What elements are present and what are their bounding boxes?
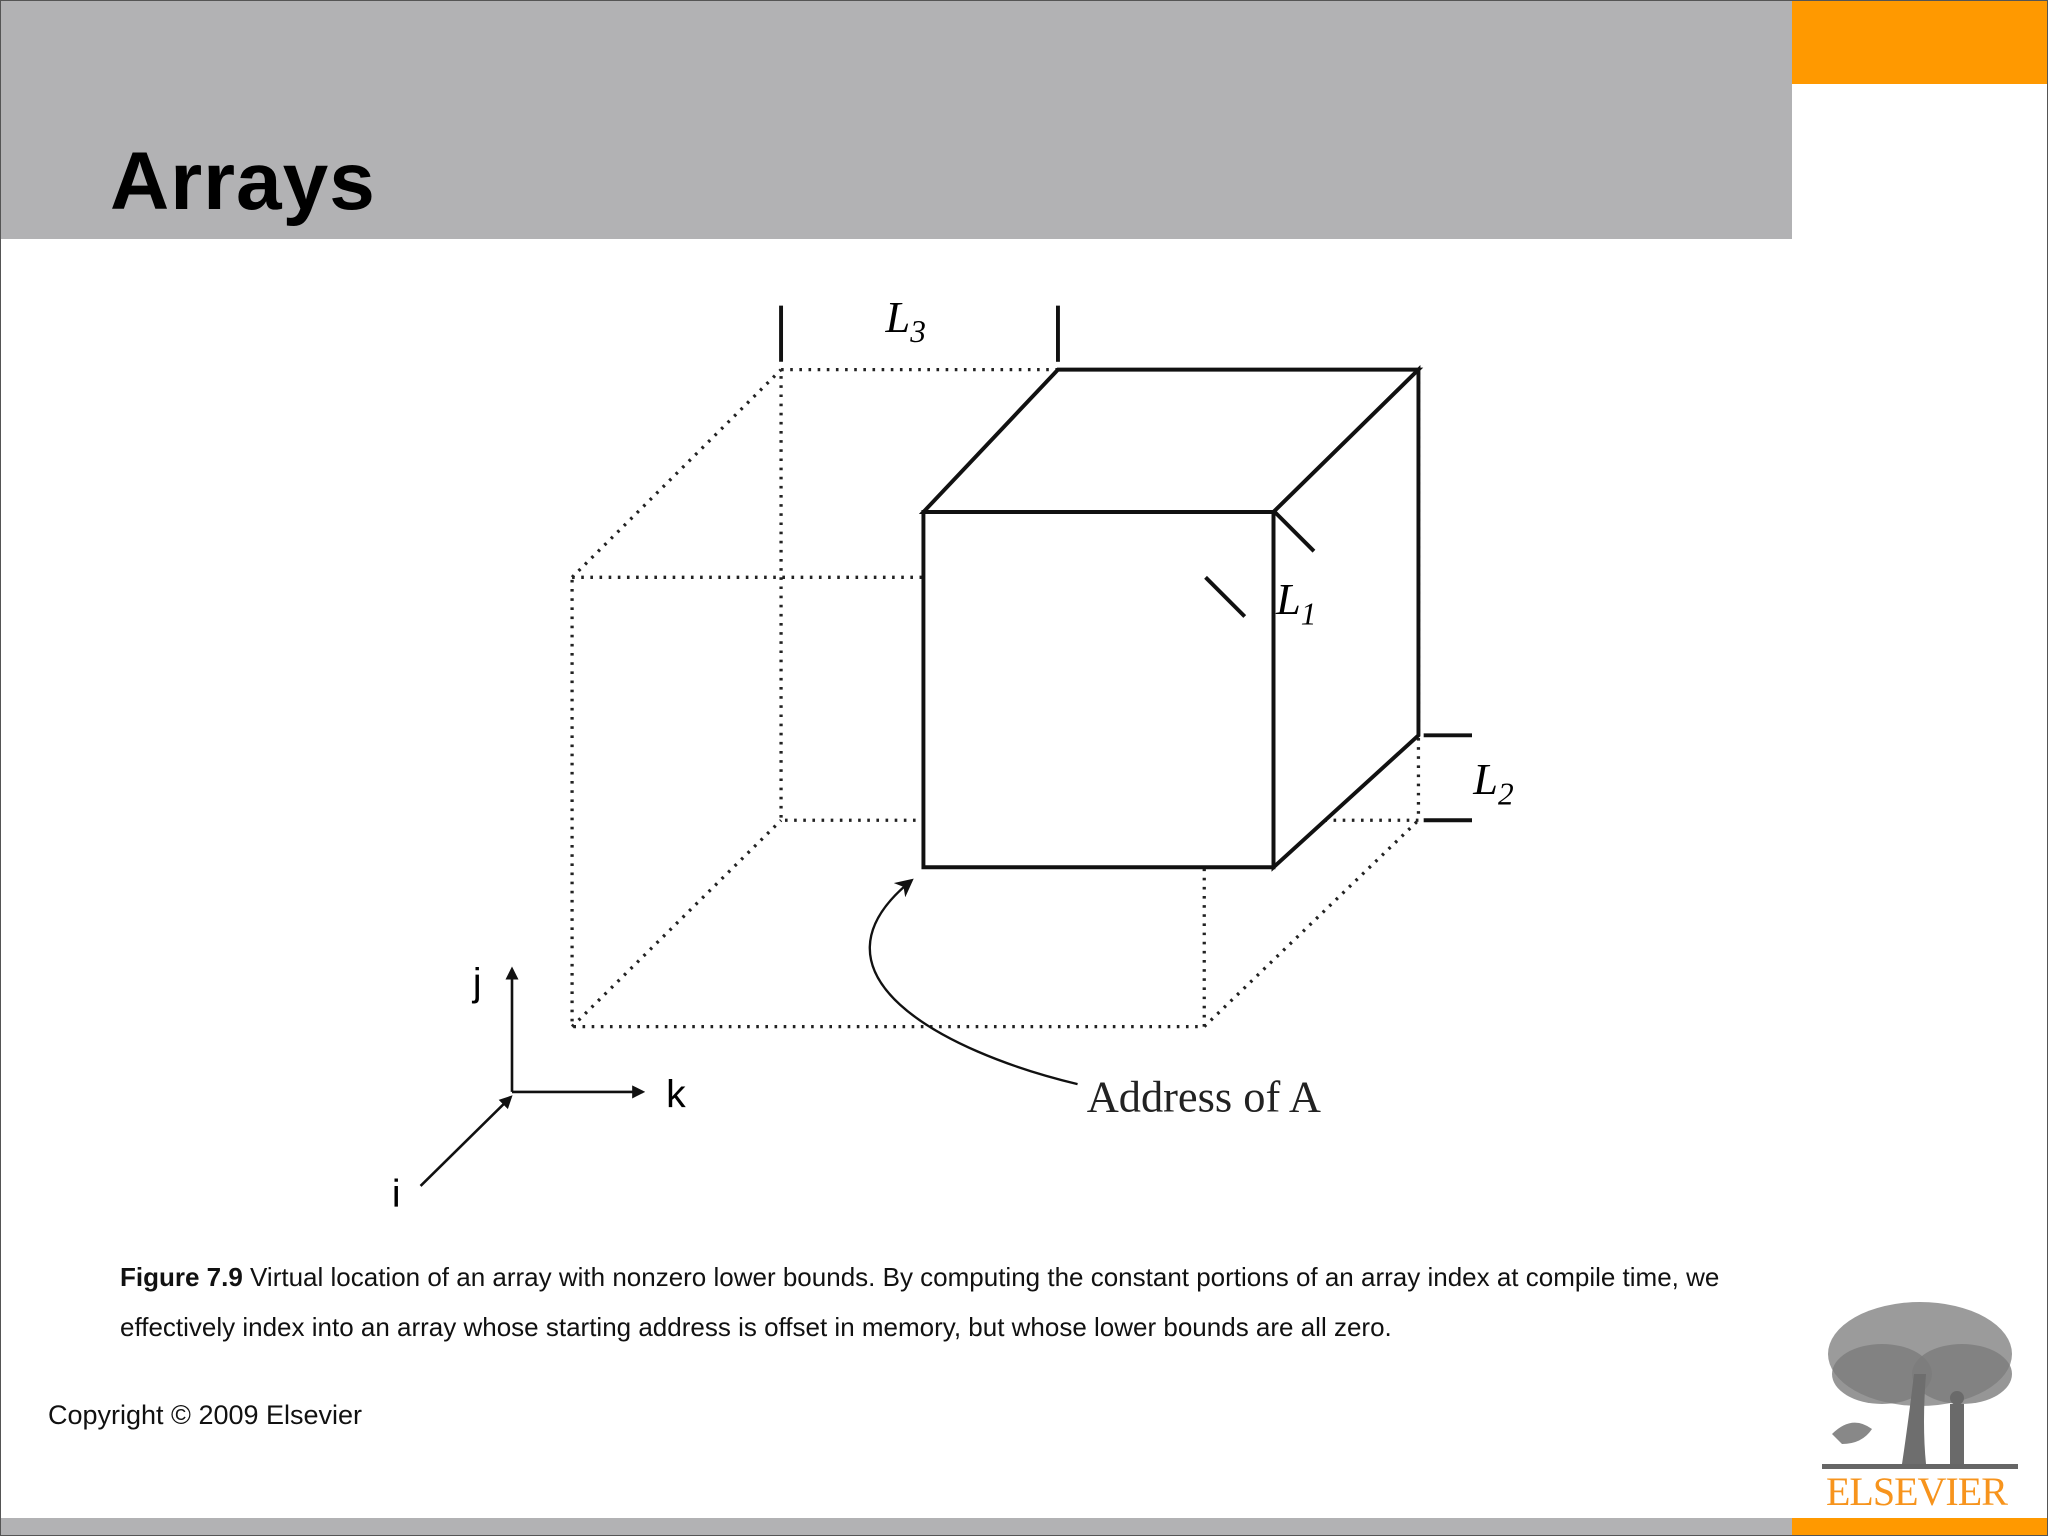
- actual-array-solid-cube: [923, 370, 1418, 868]
- axis-k-label: k: [666, 1073, 686, 1117]
- copyright: Copyright © 2009 Elsevier: [48, 1400, 363, 1430]
- address-label: Address of A: [1086, 1071, 1321, 1122]
- caption-text: Virtual location of an array with nonzero lower bounds. By computing the constant portions of an array index at compile time, we effectively index into an array whose starting address is offset in memory, but whose lower bounds are all zero.: [120, 1262, 1720, 1342]
- footer-bar-orange: [1792, 1518, 2048, 1536]
- label-l2: $L_2$: [1473, 754, 1514, 812]
- label-l3: $L_3$: [885, 291, 926, 350]
- axes: [421, 969, 643, 1186]
- axis-i-label: i: [391, 1172, 401, 1216]
- axis-j-label: j: [472, 961, 482, 1005]
- label-l1: $L_1$: [1276, 573, 1317, 632]
- address-arrow: [870, 880, 1078, 1084]
- slide-title: Arrays: [110, 136, 376, 227]
- footer-bar-gray: [0, 1518, 1792, 1536]
- elsevier-logo-text: ELSEVIER: [1826, 1469, 2007, 1514]
- figure-caption: [120, 1252, 1820, 1352]
- figure-number: Figure 7.9: [120, 1262, 243, 1292]
